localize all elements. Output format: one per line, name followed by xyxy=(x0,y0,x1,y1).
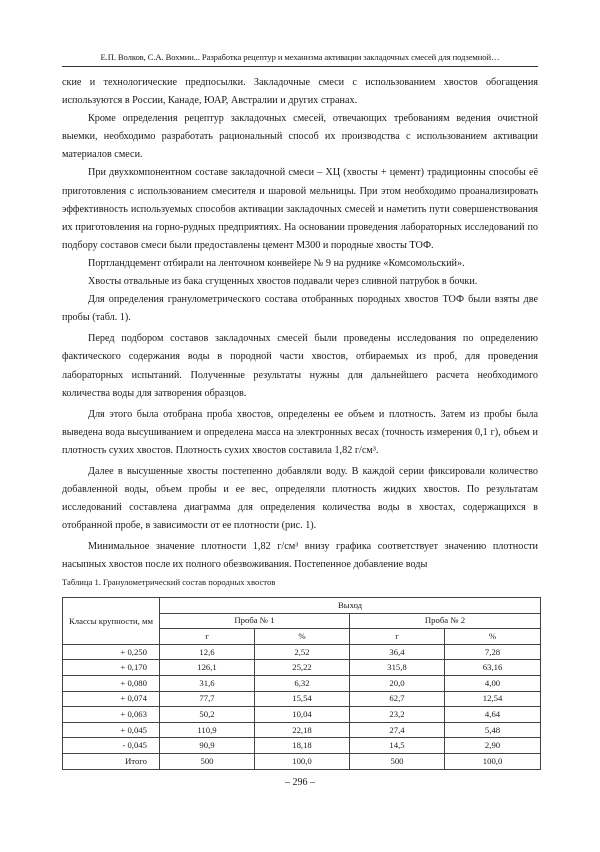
table-row xyxy=(63,722,541,738)
value-cell: 31,6 xyxy=(160,675,255,691)
value-cell: 12,54 xyxy=(445,691,541,707)
paragraph: При двухкомпонентном составе закладочной смеси – ХЦ (хвосты + цемент) традиционны способы её приготовления с использованием смесителя и шаровой мельницы. При этом необходимо проанализировать эффективность используемых способов активации закладочных смесей и наметить пути совершенствования их приготовления на горно-рудных предприятиях. На основании проведения лабораторных исследований по подбору составов смеси были предоставлены цемент М300 и породные хвосты ТОФ. xyxy=(62,167,538,251)
value-cell: 90,9 xyxy=(160,738,255,754)
header-unit-pct: % xyxy=(255,629,350,645)
value-cell: 7,28 xyxy=(445,644,541,660)
table-row xyxy=(63,691,541,707)
table-row xyxy=(63,675,541,691)
value-cell: 36,4 xyxy=(350,644,445,660)
value-cell: 126,1 xyxy=(160,660,255,676)
value-cell: 500 xyxy=(350,753,445,769)
table-row xyxy=(63,707,541,723)
value-cell: 50,2 xyxy=(160,707,255,723)
paragraph: Далее в высушенные хвосты постепенно добавляли воду. В каждой серии фиксировали количество добавленной воды, объем пробы и ее вес, определяли плотность жидких хвостов. По результатам исследований составлена диаграмма для определения количества воды в хвостах, содержащихся в отобранной пробе, в зависимости от ее плотности (рис. 1). xyxy=(62,465,538,532)
value-cell: 62,7 xyxy=(350,691,445,707)
size-class-cell: - 0,045 xyxy=(63,738,160,754)
header-rule xyxy=(62,66,538,67)
value-cell: 2,90 xyxy=(445,738,541,754)
value-cell: 500 xyxy=(160,753,255,769)
value-cell: 6,32 xyxy=(255,675,350,691)
header-sample-2: Проба № 2 xyxy=(350,613,541,629)
value-cell: 12,6 xyxy=(160,644,255,660)
header-unit-pct: % xyxy=(445,629,541,645)
granulometry-table xyxy=(62,597,541,770)
value-cell: 27,4 xyxy=(350,722,445,738)
header-classes: Классы крупности, мм xyxy=(63,598,160,645)
value-cell: 63,16 xyxy=(445,660,541,676)
paragraph: Портландцемент отбирали на ленточном конвейере № 9 на руднике «Комсомольский». xyxy=(88,257,465,269)
paragraph: Минимальное значение плотности 1,82 г/см³ внизу графика соответствует значению плотности насыпных хвостов после их полного обезвоживания. Постепенное добавление воды xyxy=(62,541,538,571)
value-cell: 15,54 xyxy=(255,691,350,707)
table-row xyxy=(63,660,541,676)
value-cell: 100,0 xyxy=(445,753,541,769)
value-cell: 110,9 xyxy=(160,722,255,738)
value-cell: 100,0 xyxy=(255,753,350,769)
value-cell: 20,0 xyxy=(350,675,445,691)
table-row xyxy=(63,753,541,769)
table-row xyxy=(63,738,541,754)
value-cell: 2,52 xyxy=(255,644,350,660)
header-output: Выход xyxy=(160,598,541,614)
size-class-cell: + 0,170 xyxy=(63,660,160,676)
paragraph: Хвосты отвальные из бака сгущенных хвостов подавали через сливной патрубок в бочки. xyxy=(88,276,478,288)
value-cell: 14,5 xyxy=(350,738,445,754)
value-cell: 4,00 xyxy=(445,675,541,691)
paragraph: ские и технологические предпосылки. Закладочные смеси с использованием хвостов обогащения используются в России, Канаде, ЮАР, Австралии и других странах. xyxy=(62,77,538,107)
value-cell: 22,18 xyxy=(255,722,350,738)
paragraph: Перед подбором составов закладочных смесей были проведены исследования по определению фактического содержания воды в породной части хвостов, отбираемых из проб, для проведения лабораторных испытаний. Полученные результаты нужны для дальнейшего расчета необходимого количества воды для затворения образцов. xyxy=(62,333,538,399)
running-header: Е.П. Волков, С.А. Вохмин... Разработка рецептур и механизма активации закладочных смесей для подземной… xyxy=(100,52,500,62)
value-cell: 315,8 xyxy=(350,660,445,676)
table-row xyxy=(63,644,541,660)
page-number: – 296 – xyxy=(285,777,315,788)
body-text xyxy=(62,74,538,575)
size-class-cell: + 0,045 xyxy=(63,722,160,738)
paragraph: Для этого была отобрана проба хвостов, определены ее объем и плотность. Затем из пробы была выведена вода высушиванием и определена масса на электронных весах (точность измерения 0,1 г), объем и плотность сухих хвостов. Плотность сухих хвостов составила 1,82 г/см³. xyxy=(62,408,538,456)
size-class-cell: + 0,074 xyxy=(63,691,160,707)
value-cell: 25,22 xyxy=(255,660,350,676)
size-class-cell: + 0,250 xyxy=(63,644,160,660)
value-cell: 18,18 xyxy=(255,738,350,754)
size-class-cell: + 0,063 xyxy=(63,707,160,723)
value-cell: 5,48 xyxy=(445,722,541,738)
table-caption: Таблица 1. Гранулометрический состав породных хвостов xyxy=(62,577,276,587)
header-unit-g: г xyxy=(160,629,255,645)
value-cell: 10,04 xyxy=(255,707,350,723)
paragraph: Кроме определения рецептур закладочных смесей, отвечающих требованиям ведения очистной выемки, необходимо разработать рациональный способ их производства с использованием активации материалов смеси. xyxy=(62,113,538,161)
table-header-row xyxy=(63,598,541,614)
size-class-cell: Итого xyxy=(63,753,160,769)
value-cell: 4,64 xyxy=(445,707,541,723)
value-cell: 77,7 xyxy=(160,691,255,707)
value-cell: 23,2 xyxy=(350,707,445,723)
paragraph: Для определения гранулометрического состава отобранных породных хвостов ТОФ были взяты две пробы (табл. 1). xyxy=(62,294,538,324)
size-class-cell: + 0,080 xyxy=(63,675,160,691)
header-sample-1: Проба № 1 xyxy=(160,613,350,629)
header-unit-g: г xyxy=(350,629,445,645)
